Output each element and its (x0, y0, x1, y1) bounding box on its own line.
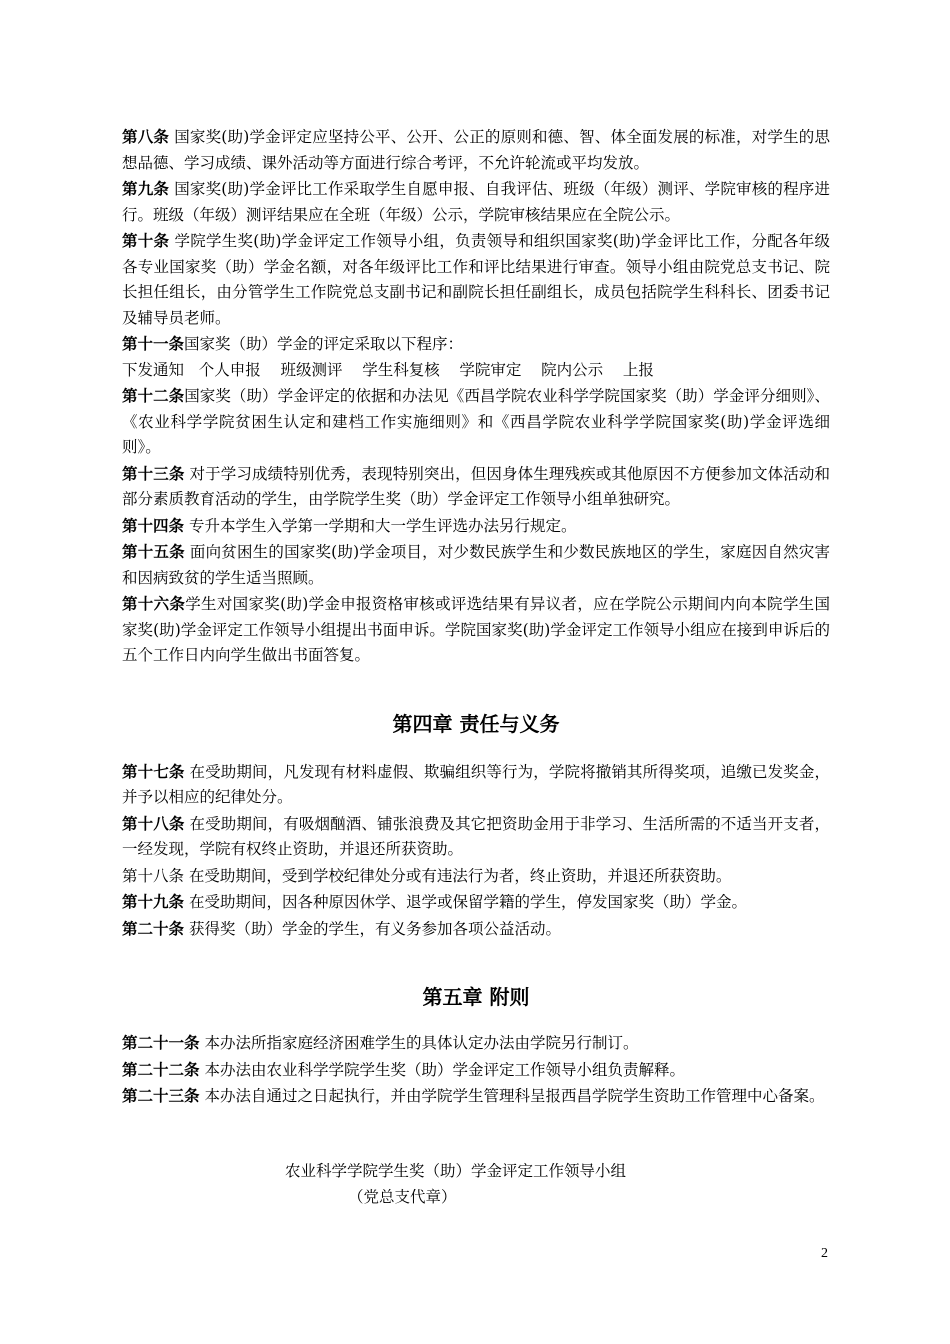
article-paragraph (122, 916, 830, 943)
article-label: 第十六条 (122, 594, 186, 613)
article-paragraph (122, 863, 830, 890)
articles-section-d (122, 1030, 830, 1110)
article-paragraph (122, 461, 830, 513)
article-text: 国家奖（助）学金的评定采取以下程序： (184, 335, 464, 353)
article-label: 第二十二条 (122, 1059, 200, 1079)
article-text: 学院学生奖(助)学金评定工作领导小组，负责领导和组织国家奖(助)学金评比工作，分配各年级各专业国家奖（助）学金名额，对各年级评比工作和评比结果进行审查。领导小组由院党总支书记、院长担任组长，由分管学生工作院党总支副书记和副院长担任副组长，成员包括院学生科科长、团委书记及辅导员老师。 (122, 232, 830, 327)
article-label: 第十七条 (122, 761, 185, 781)
article-text: 本办法所指家庭经济困难学生的具体认定办法由学院另行制订。 (199, 1034, 639, 1052)
article-paragraph (122, 383, 830, 461)
article-label: 第十三条 (122, 463, 185, 483)
chapter-title: 第四章 责任与义务 (392, 711, 560, 736)
article-label: 第二十条 (122, 918, 185, 938)
article-paragraph (122, 759, 830, 811)
article-label: 第十二条 (122, 386, 185, 405)
article-text: 在受助期间，凡发现有材料虚假、欺骗组织等行为，学院将撤销其所得奖项，追缴已发奖金，并予以相应的纪律处分。 (122, 762, 830, 806)
article-text: 在受助期间，有吸烟酗酒、铺张浪费及其它把资助金用于非学习、生活所需的不适当开支者，一经发现，学院有权终止资助，并退还所获资助。 (122, 814, 830, 858)
article-label: 第十八条 (122, 813, 185, 833)
article-label: 第八条 (122, 127, 170, 146)
article-text: 本办法由农业科学学院学生奖（助）学金评定工作领导小组负责解释。 (199, 1060, 685, 1079)
article-paragraph (122, 124, 830, 176)
article-label: 第十条 (122, 231, 170, 250)
article-paragraph (122, 811, 830, 863)
page-number: 2 (821, 1246, 828, 1261)
article-text: 国家奖(助)学金评定应坚持公平、公开、公正的原则和德、智、体全面发展的标准，对学生的思想品德、学习成绩、课外活动等方面进行综合考评，不允许轮流或平均发放。 (122, 128, 830, 172)
article-label: 第九条 (122, 179, 170, 198)
article-paragraph (122, 889, 830, 916)
document-page (122, 124, 830, 1210)
chapter-title: 第五章 附则 (422, 985, 530, 1009)
articles-section-a (122, 124, 830, 358)
article-text: 国家奖（助）学金评定的依据和办法见《西昌学院农业科学学院国家奖（助）学金评分细则》、《农业科学学院贫困生认定和建档工作实施细则》和《西昌学院农业科学学院国家奖(助)学金评选细则》。 (122, 387, 830, 456)
article-label: 第二十一条 (122, 1033, 200, 1052)
signature-seal-note: （党总支代章） (348, 1187, 457, 1206)
article-text: 面向贫困生的国家奖(助)学金项目，对少数民族学生和少数民族地区的学生，家庭因自然灾害和因病致贫的学生适当照顾。 (122, 543, 830, 587)
article-text: 第十八条 在受助期间，受到学校纪律处分或有违法行为者，终止资助，并退还所获资助。 (122, 866, 732, 885)
article-label: 第二十三条 (122, 1086, 200, 1105)
article-paragraph (122, 1030, 830, 1057)
article-text: 在受助期间，因各种原因休学、退学或保留学籍的学生，停发国家奖（助）学金。 (184, 893, 747, 911)
article-label: 第十四条 (122, 515, 185, 535)
signature-organization: 农业科学学院学生奖（助）学金评定工作领导小组 (285, 1161, 627, 1180)
article-paragraph (122, 539, 830, 591)
articles-section-c (122, 759, 830, 943)
article-label: 第十一条 (122, 334, 185, 353)
article-paragraph (122, 513, 830, 540)
article-text: 对于学习成绩特别优秀，表现特别突出，但因身体生理残疾或其他原因不方便参加文体活动和部分素质教育活动的学生，由学院学生奖（助）学金评定工作领导小组单独研究。 (122, 464, 830, 508)
article-paragraph (122, 1057, 830, 1084)
article-text: 获得奖（助）学金的学生，有义务参加各项公益活动。 (184, 919, 561, 938)
article-text: 专升本学生入学第一学期和大一学生评选办法另行规定。 (184, 516, 577, 535)
signature-block (122, 1158, 830, 1210)
article-paragraph (122, 1083, 830, 1110)
article-paragraph (122, 228, 830, 331)
article-paragraph (122, 331, 830, 358)
article-label: 第十九条 (122, 892, 185, 911)
procedure-steps: 下发通知 个人申报 班级测评 学生科复核 学院审定 院内公示 上报 (122, 360, 654, 379)
article-text: 学生对国家奖(助)学金申报资格审核或评选结果有异议者，应在学院公示期间内向本院学生国家奖(助)学金评定工作领导小组提出书面申诉。学院国家奖(助)学金评定工作领导小组应在接到申诉后的五个工作日内向学生做出书面答复。 (122, 595, 830, 664)
article-paragraph (122, 176, 830, 228)
article-paragraph (122, 591, 830, 669)
articles-section-b (122, 383, 830, 669)
article-text: 国家奖(助)学金评比工作采取学生自愿申报、自我评估、班级（年级）测评、学院审核的程序进行。班级（年级）测评结果应在全班（年级）公示，学院审核结果应在全院公示。 (122, 180, 830, 224)
article-text: 本办法自通过之日起执行，并由学院学生管理科呈报西昌学院学生资助工作管理中心备案。 (199, 1087, 825, 1105)
article-label: 第十五条 (122, 542, 185, 561)
